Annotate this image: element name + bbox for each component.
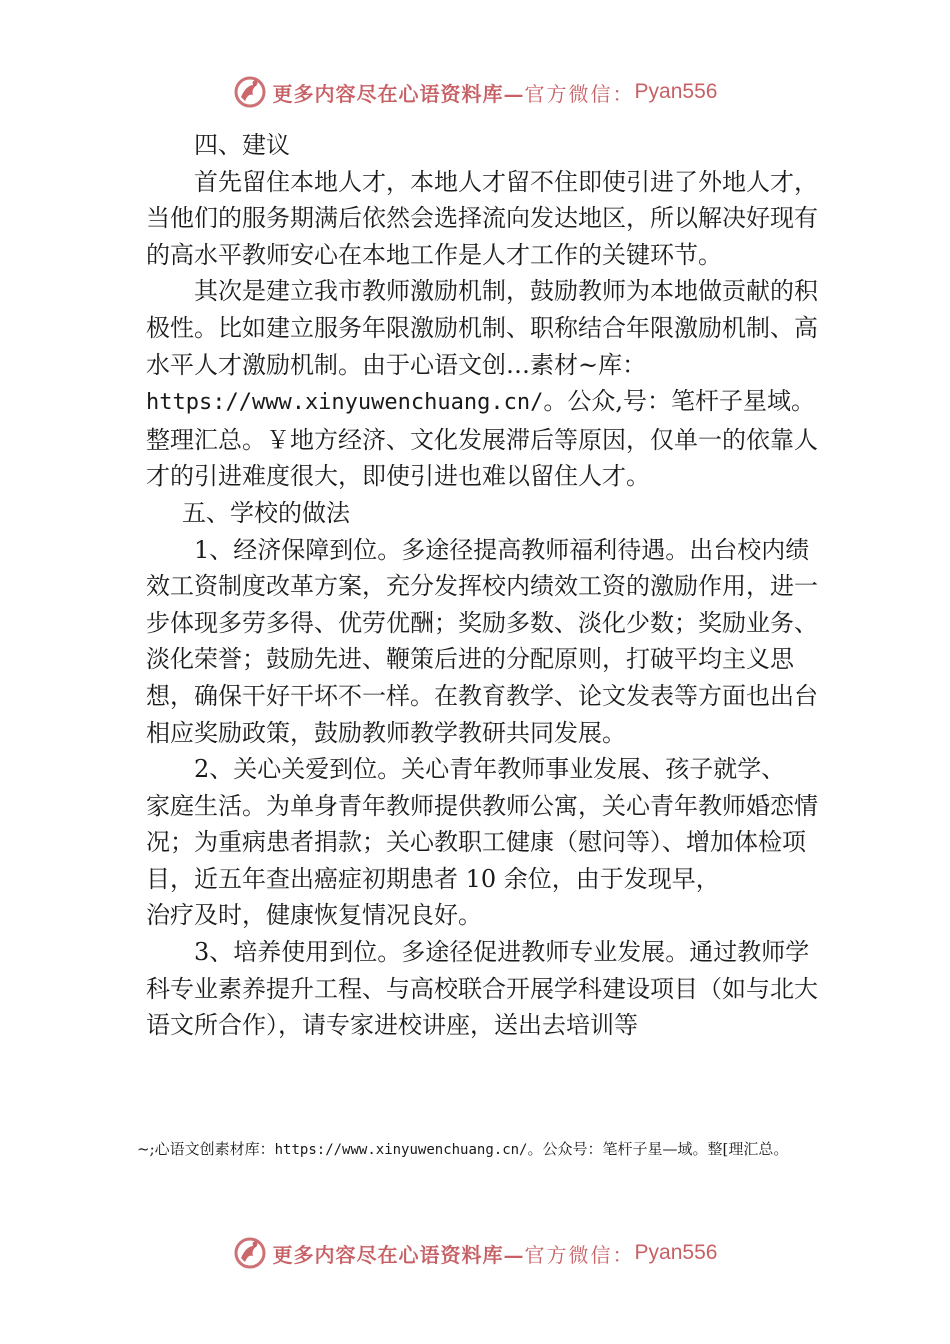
banner-text: 更多内容尽在心语资料库— bbox=[272, 1242, 525, 1267]
source-url: https://www.xinyuwenchuang.cn/ bbox=[146, 390, 544, 416]
dancer-logo-icon bbox=[233, 75, 267, 109]
banner-wechat-label: 官方微信： bbox=[524, 1242, 635, 1267]
paragraph-line: 2、关心关爱到位。关心青年教师事业发展、孩子就学、 bbox=[194, 755, 786, 784]
paragraph: 1、经济保障到位。多途径提高教师福利待遇。出台校内绩效工资制度改革方案，充分发挥校内绩效工资的激励作用，进一步体现多劳多得、优劳优酬；奖励多数、淡化少数；奖励业务、淡化荣誉；鼓励先进、鞭策后进的分配原则，打破平均主义思想，确保干好干坏不一样。在教育教学、论文发表等方面也出台相应奖励政策，鼓励教师教学教研共同发展。 bbox=[146, 535, 818, 747]
banner-wechat-id: Pyan556 bbox=[634, 1241, 718, 1264]
paragraph-text: 其次是建立我市教师激励机制，鼓励教师为本地做贡献的积极性。比如建立服务年限激励机制、职称结合年限激励机制、高水平人才激励机制。由于心语文创…素材~库： bbox=[146, 277, 818, 379]
document-body bbox=[146, 127, 822, 1044]
paragraph: 首先留住本地人才，本地人才留不住即使引进了外地人才，当他们的服务期满后依然会选择流向发达地区，所以解决好现有的高水平教师安心在本地工作是人才工作的关键环节。 bbox=[146, 167, 818, 269]
section-heading: 五、学校的做法 bbox=[182, 498, 350, 527]
footnote-text: 。公众号：笔杆子星—域。整[理汇总。 bbox=[527, 1140, 789, 1158]
footer-banner bbox=[0, 1231, 950, 1275]
dancer-logo-icon bbox=[233, 1236, 267, 1270]
header-banner bbox=[0, 70, 950, 114]
banner-wechat-id: Pyan556 bbox=[634, 80, 718, 103]
section-heading: 四、建议 bbox=[194, 131, 290, 159]
paragraph: 家庭生活。为单身青年教师提供教师公寓，关心青年教师婚恋情况；为重病患者捐款；关心教职工健康（慰问等）、增加体检项目，近五年查出癌症初期患者 10 余位，由于发现早， bbox=[146, 791, 818, 893]
banner-text: 更多内容尽在心语资料库— bbox=[272, 81, 525, 106]
banner-wechat-label: 官方微信： bbox=[524, 81, 635, 106]
footnote-url: https://www.xinyuwenchuang.cn/ bbox=[274, 1142, 528, 1158]
paragraph bbox=[146, 273, 822, 495]
paragraph-line: 治疗及时，健康恢复情况良好。 bbox=[146, 901, 482, 930]
footnote bbox=[137, 1136, 837, 1163]
footnote-text: ~;心语文创素材库： bbox=[137, 1140, 275, 1158]
paragraph-text: 。公众,号：笔杆子星域。整理汇总。￥地方经济、文化发展滞后等原因，仅单一的依靠人才的引进难度很大，即使引进也难以留住人才。 bbox=[146, 387, 818, 491]
paragraph: 3、培养使用到位。多途径促进教师专业发展。通过教师学科专业素养提升工程、与高校联合开展学科建设项目（如与北大语文所合作），请专家进校讲座，送出去培训等 bbox=[146, 938, 818, 1040]
